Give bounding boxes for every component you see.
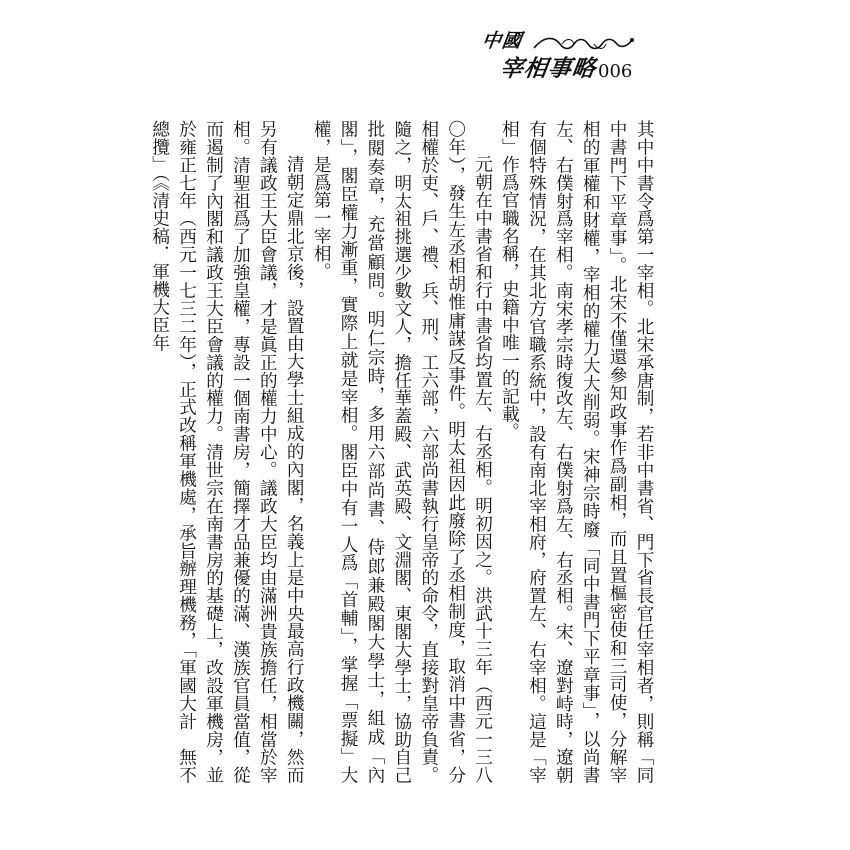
paragraph-2: 元朝在中書省和行中書省均置左、右丞相。明初因之。洪武十三年（西元一三八〇年），發生左丞相胡惟庸謀反事件。明太祖因此廢除了丞相制度，取消中書省，分相權於吏、戶、禮、兵、刑、工六部，六部尚書執行皇帝的命令，直接對皇帝負責。隨之，明太祖挑選少數文人，擔任華蓋殿、武英殿、文淵閣、東閣大學士，協助自己批閱奏章，充當顧問。明仁宗時，多用六部尚書、侍郎兼殿閣大學士，組成「內閣」，閣臣權力漸重，實際上就是宰相。閣臣中有一人爲「首輔」，掌握「票擬」大權，是爲第一宰相。: [311, 120, 493, 784]
paragraph-1: 其中中書令爲第一宰相。北宋承唐制，若非中書省、門下省長官任宰相者，則稱「同中書門下平章事」。北宋不僅還參知政事作爲副相，而且置樞密使和三司使，分解宰相的軍權和財權，宰相的權力大大削弱。宋神宗時廢「同中書門下平章事」，以尚書左、右僕射爲宰相。南宋孝宗時復改左、右僕射爲左、右丞相。宋、遼對峙時，遼朝有個特殊情況，在其北方官職系統中，設有南北宰相府，府置左、右宰相。這是「宰相」作爲官職名稱，史籍中唯一的記載。: [499, 120, 654, 784]
flourish-ornament-icon: [532, 32, 636, 56]
book-title-line-1: 中國: [480, 30, 524, 52]
paragraph-3: 清朝定鼎北京後，設置由大學士組成的內閣，名義上是中央最高行政機關，然而另有議政王大臣會議，才是眞正的權力中心。議政大臣均由滿洲貴族擔任，相當於宰相。清聖祖爲了加強皇權，專設一個南書房，簡擇才品兼優的滿、漢族官員當值，從而遏制了內閣和議政王大臣會議的權力。清世宗在南書房的基礎上，改設軍機房，並於雍正七年（西元一七三二年），正式改稱軍機處，承旨辦理機務，「軍國大計 無不總攬」（《清史稿．軍機大臣年: [149, 120, 305, 784]
running-header: [470, 30, 640, 92]
vertical-body-text: [149, 120, 657, 784]
book-title-line-2: 宰相事略: [498, 56, 598, 82]
page-number: 006: [598, 61, 633, 82]
